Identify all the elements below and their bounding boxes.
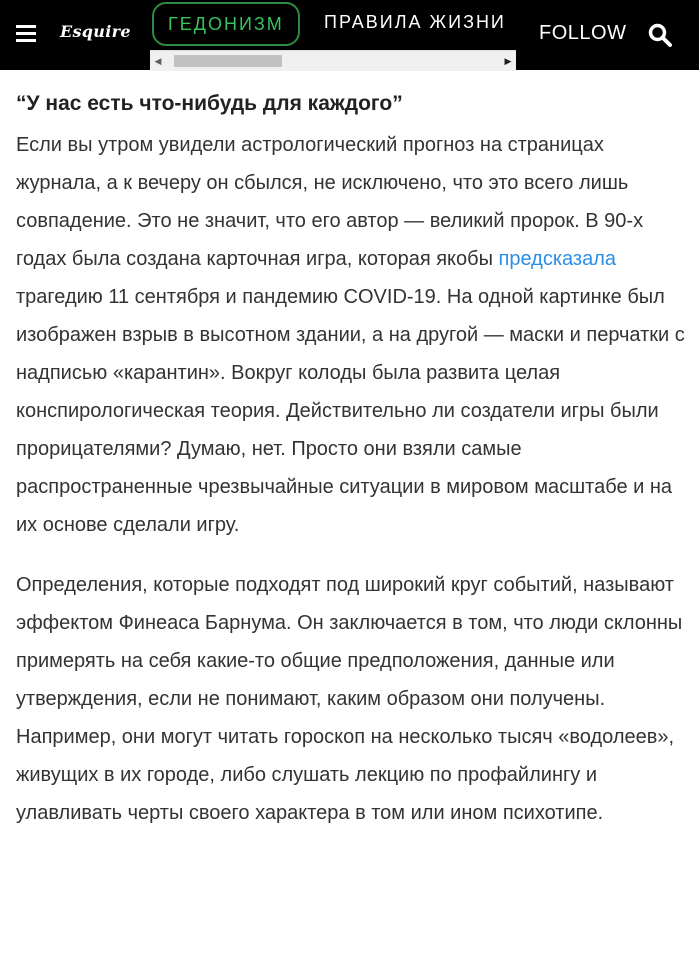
scroll-left-arrow-icon[interactable]: ◀ — [154, 56, 162, 66]
search-icon[interactable] — [647, 22, 673, 48]
paragraph-text: трагедию 11 сентября и пандемию COVID-19. На одной картинке был изображен взрыв в высотном здании, а на другой — маски и перчатки с надписью «карантин». Вокруг колоды была развита целая конспирологическая теория. Действительно ли создатели игры были прорицателями? Думаю, нет. Просто они взяли самые распространенные чрезвычайные ситуации в мировом масштабе и на их основе сделали игру. — [16, 286, 685, 536]
predskazala-link[interactable]: предсказала — [498, 248, 617, 270]
article-paragraph — [16, 126, 688, 544]
article-paragraph: Определения, которые подходят под широкий круг событий, называют эффектом Финеаса Барнума. Он заключается в том, что люди склонны примерять на себя какие-то общие предположения, данные или утверждения, если не понимают, каким образом они получены. Например, они могут читать гороскоп на несколько тысяч «водолеев», живущих в их городе, либо слушать лекцию по профайлингу и улавливать черты своего характера в том или ином психотипе. — [16, 574, 683, 824]
scrollbar-thumb[interactable] — [174, 55, 282, 67]
tab-pravila-zhizni[interactable]: ПРАВИЛА ЖИЗНИ — [324, 12, 506, 32]
top-navigation-bar — [0, 0, 699, 70]
follow-button[interactable]: FOLLOW — [539, 22, 627, 44]
site-logo[interactable]: Esquire — [60, 22, 131, 41]
menu-icon[interactable] — [16, 25, 36, 42]
article-body — [16, 84, 688, 832]
scroll-right-arrow-icon[interactable]: ▶ — [504, 56, 512, 66]
tab-gedonizm[interactable]: ГЕДОНИЗМ — [152, 2, 300, 46]
article-subheading: “У нас есть что-нибудь для каждого” — [16, 92, 403, 115]
paragraph-text: Если вы утром увидели астрологический прогноз на страницах журнала, а к вечеру он сбылся, не исключено, что это всего лишь совпадение. Это не значит, что его автор — великий пророк. В 90-х годах была создана карточная игра, которая якобы — [16, 134, 644, 270]
horizontal-scrollbar[interactable] — [150, 50, 516, 71]
